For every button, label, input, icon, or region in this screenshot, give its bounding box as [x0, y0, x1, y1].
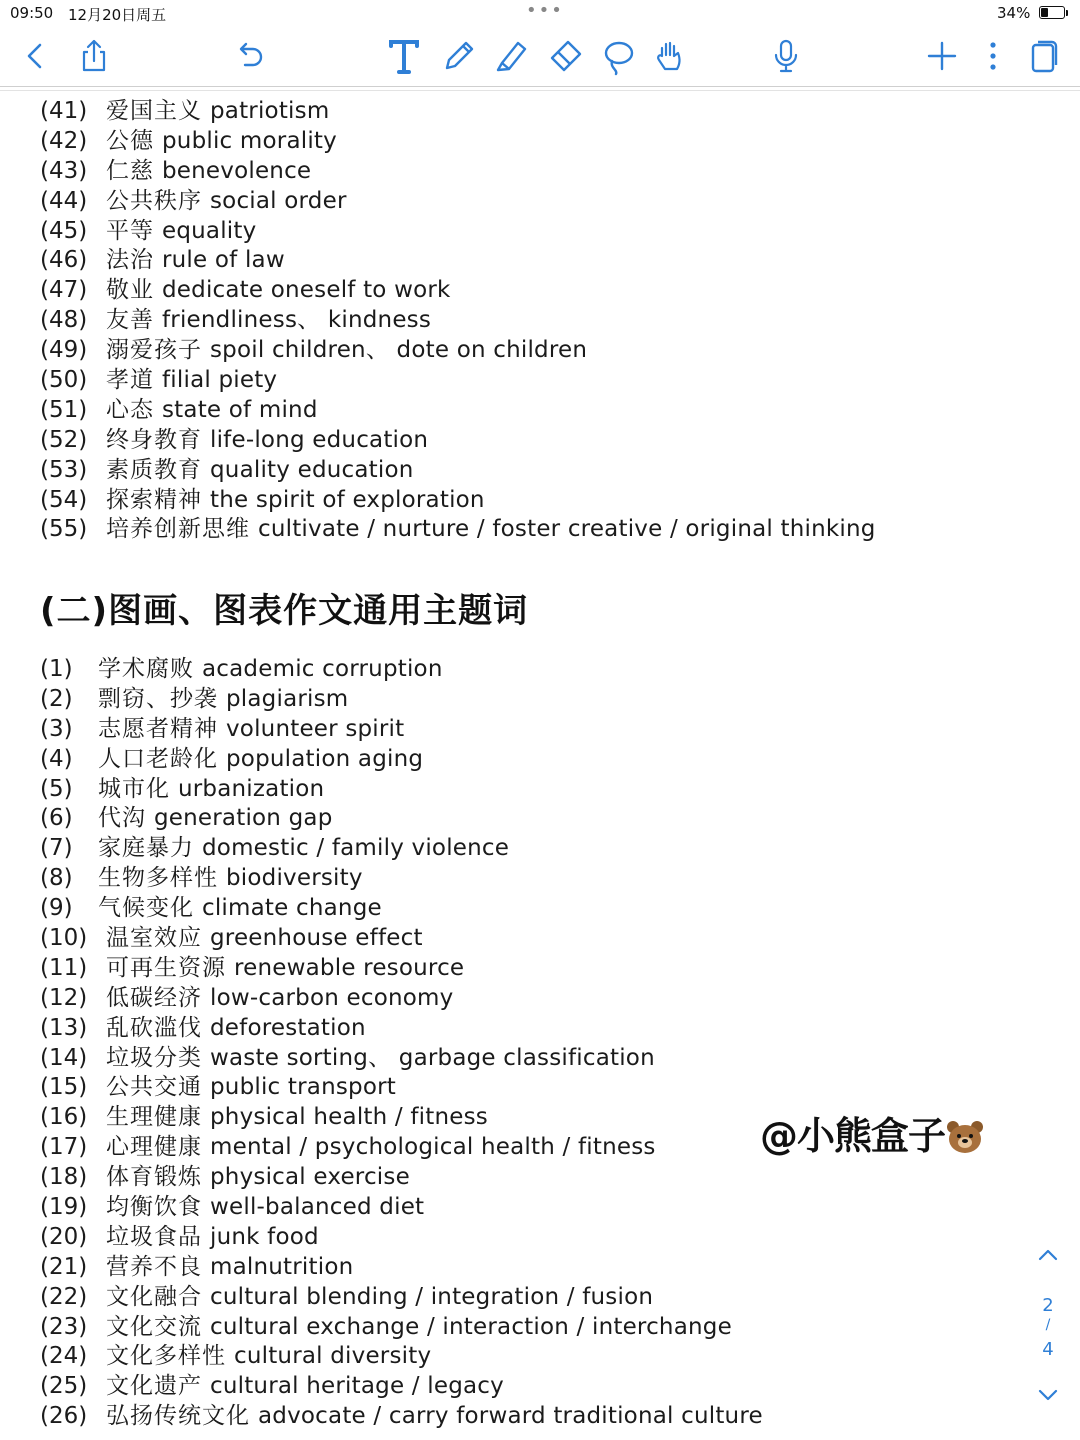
vocab-english: plagiarism — [226, 685, 349, 712]
vocab-chinese: 爱国主义 — [106, 98, 202, 124]
watermark-text: @小熊盒子 — [760, 1114, 946, 1158]
vocab-list-item — [40, 685, 763, 715]
text-tool-icon[interactable] — [384, 36, 424, 76]
vocab-number: (53) — [40, 456, 88, 483]
vocab-chinese: 人口老龄化 — [98, 745, 218, 772]
vocab-chinese: 文化多样性 — [106, 1343, 226, 1370]
vocab-number: (41) — [40, 98, 88, 124]
vocab-number: (9) — [40, 895, 73, 922]
vocab-english: public transport — [210, 1074, 396, 1101]
vocab-number: (46) — [40, 247, 88, 274]
vocab-number: (20) — [40, 1223, 88, 1250]
vocab-chinese: 学术腐败 — [98, 656, 194, 682]
vocab-list-item — [40, 187, 876, 217]
vocab-list-item — [40, 1044, 763, 1074]
vocab-number: (52) — [40, 426, 88, 453]
vocab-chinese: 公共交通 — [106, 1074, 202, 1101]
vocab-list-item — [40, 984, 763, 1014]
vocab-english: cultivate / nurture / foster creative / original thinking — [258, 516, 876, 543]
vocab-number: (26) — [40, 1403, 88, 1430]
vocab-number: (15) — [40, 1074, 88, 1101]
vocab-chinese: 心理健康 — [106, 1134, 202, 1161]
vocab-chinese: 法治 — [106, 247, 154, 274]
vocab-list-item — [40, 515, 876, 545]
vocab-list-item — [40, 1313, 763, 1343]
page-down-chevron-icon[interactable] — [1036, 1385, 1060, 1405]
vocab-number: (10) — [40, 925, 88, 952]
vocab-chinese: 代沟 — [98, 805, 146, 832]
vocab-list-item — [40, 924, 763, 954]
vocab-number: (51) — [40, 396, 88, 423]
battery-level — [1041, 8, 1048, 17]
vocab-chinese: 温室效应 — [106, 925, 202, 952]
vocab-list-item — [40, 1193, 763, 1223]
vocab-number: (11) — [40, 954, 88, 981]
vocab-list-item — [40, 276, 876, 306]
vocab-chinese: 乱砍滥伐 — [106, 1014, 202, 1041]
vocab-english: benevolence — [162, 157, 312, 184]
vocab-chinese: 探索精神 — [106, 486, 202, 513]
share-icon[interactable] — [74, 36, 114, 76]
vocab-number: (48) — [40, 307, 88, 334]
vocab-english: cultural diversity — [234, 1343, 432, 1370]
vocab-chinese: 弘扬传统文化 — [106, 1403, 250, 1430]
page-up-chevron-icon[interactable] — [1036, 1245, 1060, 1265]
vocab-chinese: 低碳经济 — [106, 984, 202, 1011]
vocab-list-item — [40, 1342, 763, 1372]
vocab-list-item — [40, 804, 763, 834]
vocab-english: cultural blending / integration / fusion — [210, 1283, 654, 1310]
vocab-chinese: 体育锻炼 — [106, 1164, 202, 1191]
vocab-chinese: 孝道 — [106, 367, 154, 394]
vocab-number: (4) — [40, 745, 73, 772]
status-bar — [0, 0, 1080, 28]
vocab-list-item — [40, 456, 876, 486]
vocab-english: waste sorting、 garbage classification — [210, 1044, 655, 1071]
vocab-chinese: 生理健康 — [106, 1104, 202, 1131]
vocab-number: (22) — [40, 1283, 88, 1310]
vocab-english: population aging — [226, 745, 424, 772]
vocab-number: (50) — [40, 367, 88, 394]
vocab-list-item — [40, 834, 763, 864]
vocab-english: domestic / family violence — [202, 835, 510, 862]
vocab-english: renewable resource — [234, 954, 465, 981]
lasso-icon[interactable] — [598, 36, 638, 76]
highlighter-icon[interactable] — [492, 36, 532, 76]
vocab-english: mental / psychological health / fitness — [210, 1134, 656, 1161]
vocab-list-item — [40, 246, 876, 276]
vocab-number: (3) — [40, 715, 73, 742]
total-page-count: 4 — [1042, 1339, 1054, 1360]
vocab-chinese: 均衡饮食 — [106, 1194, 202, 1221]
vocab-list-item — [40, 1223, 763, 1253]
vocab-chinese: 公德 — [106, 127, 154, 154]
back-chevron-icon[interactable] — [15, 36, 55, 76]
vocab-number: (43) — [40, 157, 88, 184]
battery-icon — [1039, 6, 1065, 19]
vocab-number: (13) — [40, 1014, 88, 1041]
more-icon[interactable] — [973, 36, 1013, 76]
vocab-english: quality education — [210, 456, 414, 483]
vocab-chinese: 营养不良 — [106, 1253, 202, 1280]
vocab-english: state of mind — [162, 396, 318, 423]
vocab-english: low-carbon economy — [210, 984, 454, 1011]
add-icon[interactable] — [922, 36, 962, 76]
vocab-english: urbanization — [178, 775, 325, 802]
vocab-list-item — [40, 1402, 763, 1432]
eraser-icon[interactable] — [546, 36, 586, 76]
vocab-chinese: 文化遗产 — [106, 1373, 202, 1400]
vocab-list-item — [40, 655, 763, 685]
vocab-number: (49) — [40, 337, 88, 364]
vocab-list-item — [40, 1133, 763, 1163]
vocab-english: climate change — [202, 895, 382, 922]
vocab-chinese: 心态 — [106, 396, 154, 423]
vocab-list-item — [40, 715, 763, 745]
vocab-chinese: 友善 — [106, 307, 154, 334]
vocab-number: (44) — [40, 187, 88, 214]
undo-icon[interactable] — [229, 36, 269, 76]
vocab-number: (18) — [40, 1164, 88, 1191]
vocab-chinese: 家庭暴力 — [98, 835, 194, 862]
vocab-number: (2) — [40, 685, 73, 712]
vocab-english: spoil children、 dote on children — [210, 337, 588, 364]
watermark — [760, 1105, 983, 1160]
vocab-chinese: 素质教育 — [106, 456, 202, 483]
vocab-english: biodiversity — [226, 865, 363, 892]
vocab-list-topics — [40, 655, 763, 1432]
multitasking-dots-icon[interactable]: ••• — [526, 0, 564, 21]
page-navigator — [1030, 1245, 1066, 1405]
battery-nub — [1066, 10, 1068, 16]
vocab-chinese: 气候变化 — [98, 895, 194, 922]
pen-icon[interactable] — [439, 36, 479, 76]
toolbar — [0, 28, 1080, 87]
vocab-list-ethics — [40, 97, 876, 545]
vocab-english: patriotism — [210, 98, 330, 124]
vocab-number: (14) — [40, 1044, 88, 1071]
vocab-list-item — [40, 954, 763, 984]
battery-percent: 34% — [997, 4, 1031, 22]
vocab-number: (42) — [40, 127, 88, 154]
status-time: 09:50 — [10, 4, 54, 22]
vocab-list-item — [40, 1253, 763, 1283]
vocab-english: friendliness、 kindness — [162, 307, 432, 334]
vocab-english: academic corruption — [202, 656, 443, 682]
vocab-number: (5) — [40, 775, 73, 802]
vocab-list-item — [40, 1283, 763, 1313]
vocab-list-item — [40, 336, 876, 366]
vocab-english: cultural heritage / legacy — [210, 1373, 504, 1400]
vocab-number: (23) — [40, 1313, 88, 1340]
hand-gesture-icon[interactable] — [650, 36, 690, 76]
vocab-english: life-long education — [210, 426, 429, 453]
vocab-english: volunteer spirit — [226, 715, 405, 742]
vocab-chinese: 志愿者精神 — [98, 715, 218, 742]
vocab-number: (6) — [40, 805, 73, 832]
vocab-number: (21) — [40, 1253, 88, 1280]
vocab-english: physical exercise — [210, 1164, 410, 1191]
bear-face-icon — [947, 1121, 983, 1153]
vocab-chinese: 敬业 — [106, 277, 154, 304]
vocab-chinese: 垃圾食品 — [106, 1223, 202, 1250]
vocab-number: (47) — [40, 277, 88, 304]
vocab-list-item — [40, 775, 763, 805]
page-top-edge — [0, 90, 1080, 91]
vocab-english: advocate / carry forward traditional culture — [258, 1403, 763, 1430]
vocab-list-item — [40, 894, 763, 924]
vocab-number: (1) — [40, 656, 73, 682]
vocab-english: well-balanced diet — [210, 1194, 425, 1221]
vocab-number: (17) — [40, 1134, 88, 1161]
vocab-number: (25) — [40, 1373, 88, 1400]
vocab-list-item — [40, 97, 876, 127]
vocab-chinese: 可再生资源 — [106, 954, 226, 981]
vocab-list-item — [40, 306, 876, 336]
vocab-chinese: 溺爱孩子 — [106, 337, 202, 364]
section-heading: (二)图画、图表作文通用主题词 — [40, 591, 529, 631]
vocab-english: greenhouse effect — [210, 925, 423, 952]
vocab-english: public morality — [162, 127, 337, 154]
vocab-chinese: 公共秩序 — [106, 187, 202, 214]
vocab-list-item — [40, 1163, 763, 1193]
vocab-chinese: 生物多样性 — [98, 865, 218, 892]
microphone-icon[interactable] — [766, 36, 806, 76]
vocab-list-item — [40, 1103, 763, 1133]
vocab-list-item — [40, 745, 763, 775]
vocab-english: deforestation — [210, 1014, 366, 1041]
vocab-chinese: 文化交流 — [106, 1313, 202, 1340]
vocab-chinese: 剽窃、抄袭 — [98, 685, 218, 712]
vocab-number: (55) — [40, 516, 88, 543]
vocab-english: rule of law — [162, 247, 285, 274]
vocab-english: physical health / fitness — [210, 1104, 488, 1131]
vocab-english: the spirit of exploration — [210, 486, 485, 513]
vocab-english: equality — [162, 217, 257, 244]
vocab-number: (7) — [40, 835, 73, 862]
vocab-number: (45) — [40, 217, 88, 244]
vocab-english: filial piety — [162, 367, 278, 394]
vocab-chinese: 城市化 — [98, 775, 170, 802]
document-page[interactable] — [0, 90, 1080, 1440]
status-date: 12月20日周五 — [68, 6, 167, 24]
vocab-list-item — [40, 1372, 763, 1402]
vocab-number: (54) — [40, 486, 88, 513]
vocab-list-item — [40, 1014, 763, 1044]
vocab-list-item — [40, 864, 763, 894]
vocab-number: (12) — [40, 984, 88, 1011]
pages-icon[interactable] — [1024, 36, 1064, 76]
vocab-english: social order — [210, 187, 347, 214]
vocab-chinese: 培养创新思维 — [106, 516, 250, 543]
vocab-english: dedicate oneself to work — [162, 277, 451, 304]
vocab-number: (16) — [40, 1104, 88, 1131]
vocab-list-item — [40, 366, 876, 396]
vocab-chinese: 文化融合 — [106, 1283, 202, 1310]
vocab-list-item — [40, 486, 876, 516]
vocab-number: (19) — [40, 1194, 88, 1221]
vocab-chinese: 仁慈 — [106, 157, 154, 184]
vocab-list-item — [40, 217, 876, 247]
vocab-list-item — [40, 1073, 763, 1103]
vocab-chinese: 终身教育 — [106, 426, 202, 453]
vocab-chinese: 垃圾分类 — [106, 1044, 202, 1071]
vocab-english: cultural exchange / interaction / interchange — [210, 1313, 732, 1340]
vocab-list-item — [40, 157, 876, 187]
current-page-number[interactable]: 2 — [1042, 1295, 1054, 1316]
vocab-number: (8) — [40, 865, 73, 892]
vocab-english: junk food — [210, 1223, 319, 1250]
vocab-english: malnutrition — [210, 1253, 354, 1280]
vocab-chinese: 平等 — [106, 217, 154, 244]
vocab-list-item — [40, 426, 876, 456]
vocab-list-item — [40, 396, 876, 426]
page-separator: / — [1045, 1317, 1051, 1333]
vocab-list-item — [40, 127, 876, 157]
vocab-english: generation gap — [154, 805, 333, 832]
vocab-number: (24) — [40, 1343, 88, 1370]
